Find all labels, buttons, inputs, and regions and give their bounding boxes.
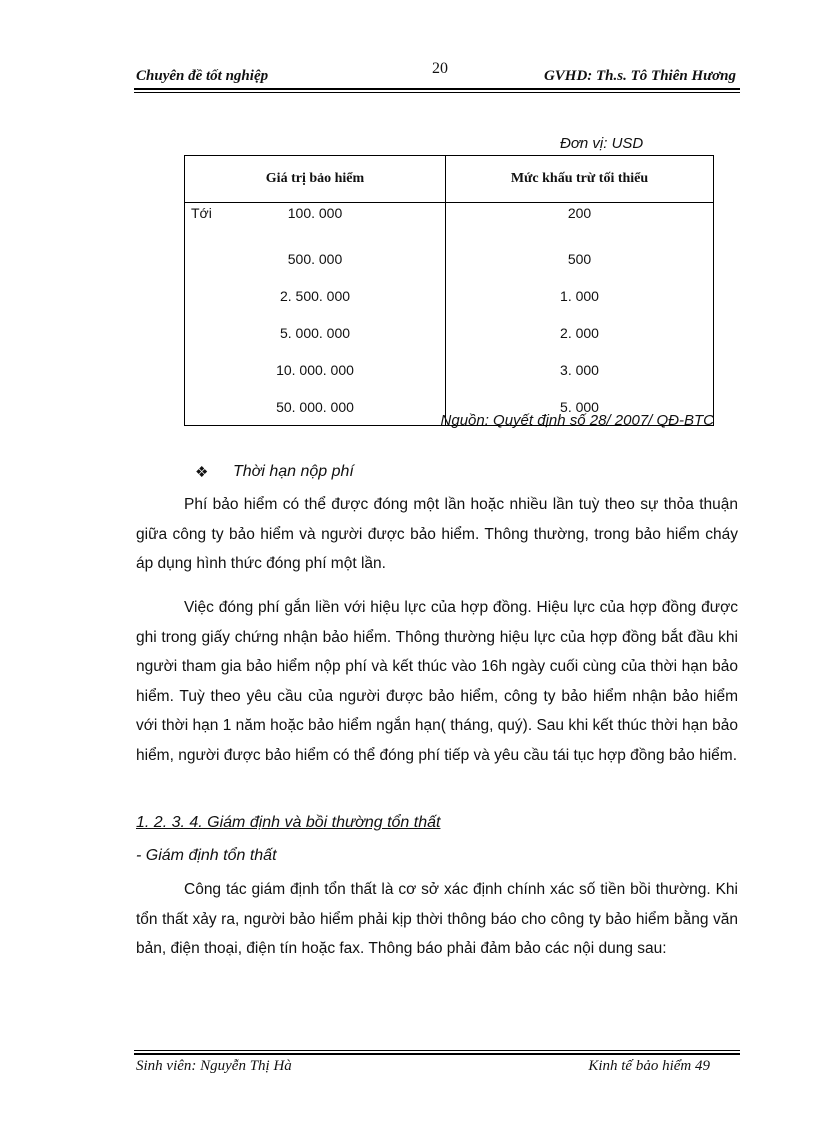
bullet-title: Thời hạn nộp phí [233,463,354,480]
subsection-heading: - Giám định tổn thất [136,847,277,864]
table-cell [185,203,446,241]
table-header-row [185,156,714,203]
deductible-table [184,155,714,426]
paragraph: Công tác giám định tổn thất là cơ sở xác định chính xác số tiền bồi thường. Khi tổn thất xảy ra, người bảo hiểm phải kịp thời thông báo cho công ty bảo hiểm bằng văn bản, điện thoại, điện tín hoặc fax. Thông báo phải đảm bảo các nội dung sau: [136,881,738,957]
section-heading: 1. 2. 3. 4. Giám định và bồi thường tổn thất [136,814,441,831]
footer-rule [134,1053,740,1055]
insured-value: 100. 000 [287,205,343,221]
table-row [185,240,714,277]
column-header: Mức khấu trừ tối thiểu [446,156,714,203]
table-unit: Đơn vị: USD [560,135,644,152]
diamond-bullet-icon: ❖ [195,465,209,481]
footer-rule-thin [134,1050,740,1051]
header-rule-thin [134,92,740,93]
table-row [185,203,714,241]
min-deductible: 3. 000 [446,351,714,388]
row-prefix: Tới [191,205,212,221]
footer-right: Kinh tế bảo hiểm 49 [588,1058,710,1074]
min-deductible: 2. 000 [446,314,714,351]
table-source: Nguồn: Quyết định số 28/ 2007/ QĐ-BTC [440,412,714,429]
min-deductible: 5. 000 [446,388,714,426]
insured-value: 2. 500. 000 [185,277,446,314]
table-row [185,351,714,388]
column-header: Giá trị bảo hiểm [185,156,446,203]
insured-value: 10. 000. 000 [185,351,446,388]
paragraph: Phí bảo hiểm có thể được đóng một lần hoặc nhiều lần tuỳ theo sự thỏa thuận giữa công ty bảo hiểm và người được bảo hiểm. Thông thường, trong bảo hiểm cháy áp dụng hình thức đóng phí một lần. [136,496,738,572]
footer-left: Sinh viên: Nguyễn Thị Hà [136,1058,292,1074]
header-right: GVHD: Th.s. Tô Thiên Hương [543,68,736,84]
min-deductible: 500 [446,240,714,277]
table-row [185,277,714,314]
insured-value: 500. 000 [185,240,446,277]
table-row [185,314,714,351]
page-number: 20 [432,60,448,77]
insured-value: 5. 000. 000 [185,314,446,351]
min-deductible: 1. 000 [446,277,714,314]
header-left: Chuyên đề tốt nghiệp [136,68,269,84]
paragraph: Việc đóng phí gắn liền với hiệu lực của hợp đồng. Hiệu lực của hợp đồng được ghi trong giấy chứng nhận bảo hiểm. Thông thường hiệu lực của hợp đồng bắt đầu khi người tham gia bảo hiểm nộp phí và kết thúc vào 16h ngày cuối cùng của thời hạn bảo hiểm. Tuỳ theo yêu cầu của người được bảo hiểm, công ty bảo hiểm nhận bảo hiểm với thời hạn 1 năm hoặc bảo hiểm ngắn hạn( tháng, quý). Sau khi kết thúc thời hạn bảo hiểm, người được bảo hiểm có thể đóng phí tiếp và yêu cầu tái tục hợp đồng bảo hiểm. [136,599,738,764]
min-deductible: 200 [446,203,714,241]
header-rule [134,88,740,90]
insured-value: 50. 000. 000 [185,388,446,426]
